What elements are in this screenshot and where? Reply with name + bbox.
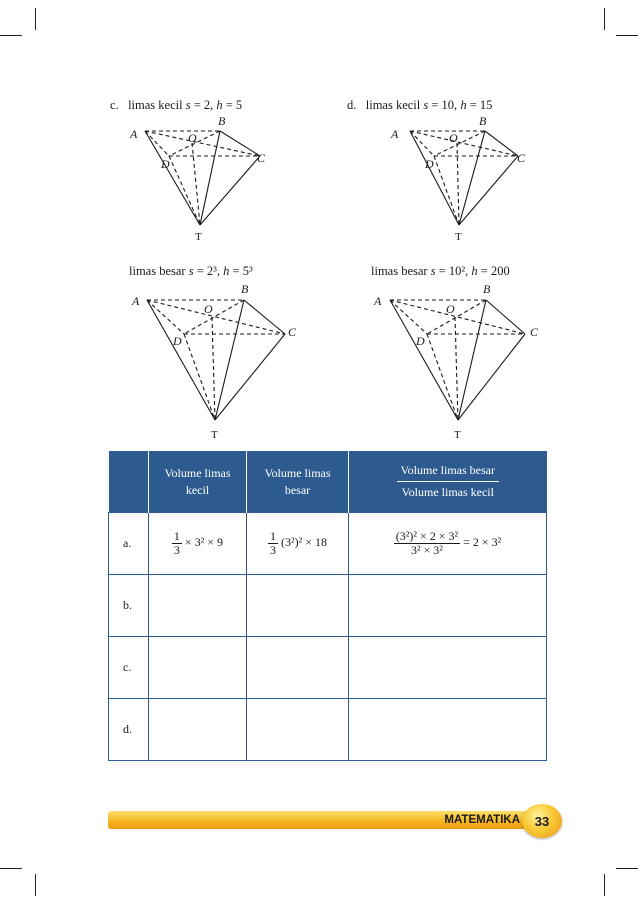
vertex-t: T <box>195 231 202 243</box>
problem-c-small-label <box>110 98 242 113</box>
vertex-d: D <box>425 157 434 171</box>
label-text: limas kecil <box>365 98 424 112</box>
vertex-o: O <box>188 131 197 145</box>
fraction-denominator: 3 <box>173 543 180 557</box>
cell-ratio[interactable] <box>349 575 547 637</box>
table-header-row <box>109 451 547 513</box>
table-row <box>109 699 547 761</box>
fraction <box>172 530 182 557</box>
vertex-t: T <box>455 231 462 243</box>
label-text: limas besar <box>371 264 431 278</box>
ratio-denominator: Volume limas kecil <box>401 485 494 499</box>
vertex-b: B <box>241 282 249 296</box>
header-blank <box>109 451 149 513</box>
vertex-d: D <box>416 334 425 348</box>
header-line: kecil <box>185 482 210 497</box>
cell-small-volume[interactable] <box>149 637 247 699</box>
cell-ratio <box>349 513 547 575</box>
var-h: h <box>471 264 478 278</box>
var-s: s <box>430 264 436 278</box>
pyramid-diagram-d-small <box>385 112 545 247</box>
h-value: = 15 <box>466 98 493 112</box>
s-value: = 2, <box>190 98 217 112</box>
header-ratio-fraction <box>397 462 499 501</box>
header-small-volume <box>149 451 247 513</box>
vertex-b: B <box>483 282 491 296</box>
var-s: s <box>188 264 194 278</box>
footer-subject: MATEMATIKA <box>444 814 520 826</box>
s-value: = 10², <box>435 264 472 278</box>
crop-mark <box>604 874 605 896</box>
vertex-c: C <box>257 151 266 165</box>
vertex-t: T <box>454 429 461 441</box>
header-line: besar <box>284 482 311 497</box>
vertex-a: A <box>132 294 140 308</box>
crop-mark <box>0 868 22 869</box>
pyramid-diagram-c-small <box>120 112 280 247</box>
header-line: Volume limas <box>164 465 231 480</box>
table-row <box>109 513 547 575</box>
expression-result: = 2 × 3² <box>463 535 502 550</box>
fraction-denominator: 3 <box>270 543 277 557</box>
vertex-o: O <box>446 302 455 316</box>
ratio-numerator: Volume limas besar <box>397 462 499 482</box>
cell-small-volume <box>149 513 247 575</box>
vertex-b: B <box>218 114 226 128</box>
problem-letter: d. <box>347 98 357 112</box>
crop-mark <box>604 8 605 30</box>
label-text: limas besar <box>129 264 189 278</box>
cell-small-volume[interactable] <box>149 699 247 761</box>
expression: × 3² × 9 <box>184 535 224 550</box>
vertex-a: A <box>130 127 138 141</box>
header-line: Volume limas <box>264 465 331 480</box>
vertex-b: B <box>479 114 487 128</box>
fraction <box>394 530 460 557</box>
expression: (3²)² × 18 <box>281 535 327 550</box>
crop-mark <box>35 874 36 896</box>
var-s: s <box>423 98 429 112</box>
vertex-c: C <box>517 151 526 165</box>
table-row <box>109 575 547 637</box>
volume-table <box>108 451 547 761</box>
row-label: c. <box>109 637 149 699</box>
s-value: = 2³, <box>193 264 224 278</box>
vertex-o: O <box>449 131 458 145</box>
crop-mark <box>616 868 638 869</box>
cell-big-volume <box>247 513 349 575</box>
row-label: d. <box>109 699 149 761</box>
var-s: s <box>185 98 191 112</box>
label-text: limas kecil <box>128 98 186 112</box>
vertex-o: O <box>204 302 213 316</box>
h-value: = 5³ <box>229 264 253 278</box>
vertex-d: D <box>161 157 170 171</box>
header-ratio <box>349 451 547 513</box>
problem-d-big-label <box>371 264 510 279</box>
vertex-a: A <box>374 294 382 308</box>
fraction-numerator: 1 <box>173 529 180 543</box>
cell-ratio[interactable] <box>349 637 547 699</box>
page-number-badge <box>522 804 562 838</box>
crop-mark <box>616 35 638 36</box>
cell-ratio[interactable] <box>349 699 547 761</box>
fraction-denominator: 3² × 3² <box>410 543 443 557</box>
crop-mark <box>35 8 36 30</box>
var-h: h <box>223 264 230 278</box>
fraction-numerator: (3²)² × 2 × 3² <box>395 529 459 543</box>
vertex-d: D <box>173 334 182 348</box>
vertex-c: C <box>530 325 539 339</box>
table-row <box>109 637 547 699</box>
cell-big-volume[interactable] <box>247 699 349 761</box>
page-number: 33 <box>534 813 550 829</box>
cell-big-volume[interactable] <box>247 637 349 699</box>
cell-small-volume[interactable] <box>149 575 247 637</box>
problem-c-big-label <box>129 264 253 279</box>
var-h: h <box>460 98 467 112</box>
h-value: = 200 <box>477 264 510 278</box>
vertex-t: T <box>211 429 218 441</box>
cell-big-volume[interactable] <box>247 575 349 637</box>
problem-letter: c. <box>110 98 119 112</box>
pyramid-diagram-c-big <box>120 278 310 443</box>
header-big-volume <box>247 451 349 513</box>
row-label: a. <box>109 513 149 575</box>
crop-mark <box>0 35 22 36</box>
s-value: = 10, <box>428 98 461 112</box>
pyramid-diagram-d-big <box>360 278 550 443</box>
h-value: = 5 <box>222 98 243 112</box>
vertex-a: A <box>391 127 399 141</box>
fraction-numerator: 1 <box>270 529 277 543</box>
row-label: b. <box>109 575 149 637</box>
problem-d-small-label <box>347 98 492 113</box>
fraction <box>268 530 278 557</box>
var-h: h <box>216 98 223 112</box>
vertex-c: C <box>288 325 297 339</box>
